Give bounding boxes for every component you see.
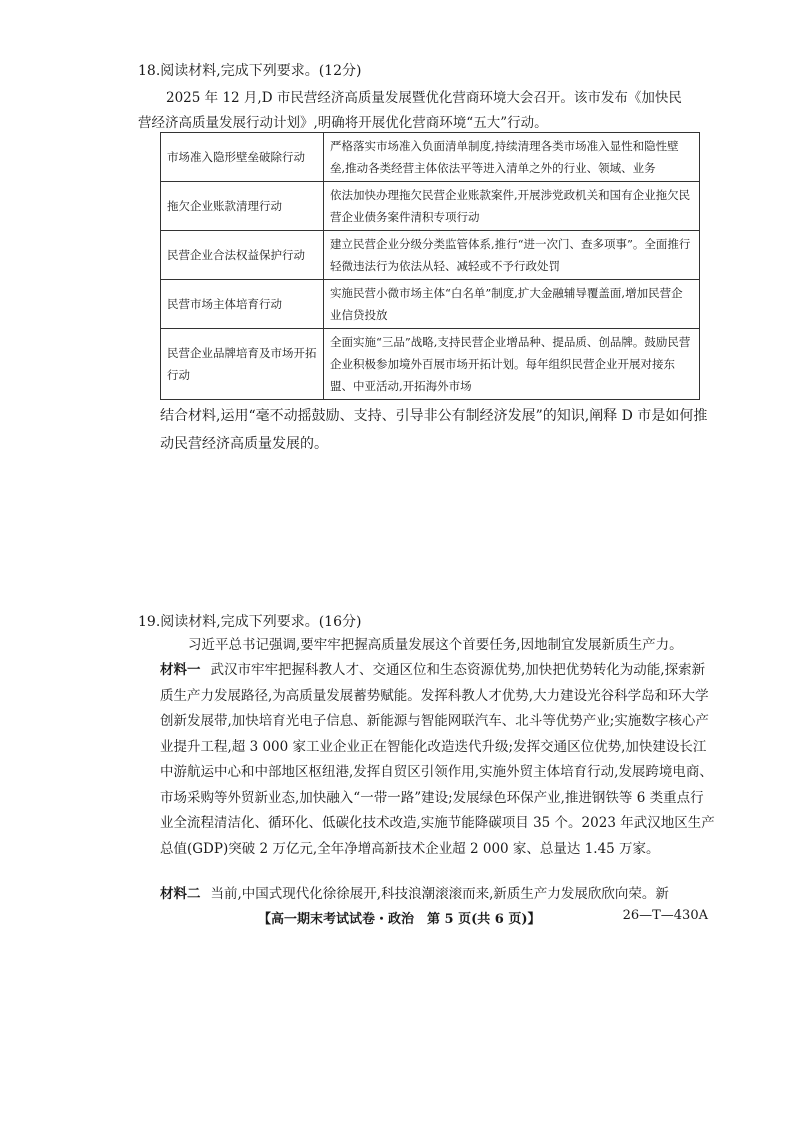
action-desc: 全面实施“三品”战略,支持民营企业增品种、提品质、创品牌。鼓励民营企业积极参加境外百展市场开拓计划。每年组织民营企业开展对接东盟、中亚活动,开拓海外市场 — [324, 329, 700, 400]
footer-title: 【高一期末考试试卷・政治 第 5 页(共 6 页)】 — [258, 912, 541, 927]
question-19-header: 19.阅读材料,完成下列要求。(16分) — [138, 614, 362, 630]
material-one-text: 武汉市牢牢把握科教人才、交通区位和生态资源优势,加快把优势转化为动能,探索新质生产力发展路径,为高质量发展蓄势赋能。发挥科教人才优势,大力建设光谷科学岛和环大学创新发展带,加快培育光电子信息、新能源与智能网联汽车、北斗等优势产业;实施数字核心产业提升工程,超 3 000 家工业企业正在智能化改造迭代升级;发挥交通区位优势,加快建设长江中游航运中心和中部地区枢纽港,发挥自贸区引领作用,实施外贸主体培育行动,发展跨境电商、市场采购等外贸新业态,加快融入“一带一路”建设;发展绿色环保产业,推进钢铁等 6 类重点行业全流程清洁化、循环化、低碳化技术改造,实施节能降碳项目 35 个。2023 年武汉地区生产总值(GDP)突破 2 万亿元,全年净增高新技术企业超 2 000 家、总量达 1.45 万家。 — [160, 662, 715, 857]
action-desc: 建立民营企业分级分类监管体系,推行“进一次门、查多项事”。全面推行轻微违法行为依法从轻、减轻或不予行政处罚 — [324, 231, 700, 280]
intro-line-2: 营经济高质量发展行动计划》,明确将开展优化营商环境“五大”行动。 — [138, 115, 548, 131]
intro-line-1: 2025 年 12 月,D 市民营经济高质量发展暨优化营商环境大会召开。该市发布《加快民 — [166, 90, 682, 106]
action-desc: 实施民营小微市场主体“白名单”制度,扩大金融辅导覆盖面,增加民营企业信贷投放 — [324, 280, 700, 329]
action-name: 民营企业合法权益保护行动 — [161, 231, 324, 280]
question-19-intro: 习近平总书记强调,要牢牢把握高质量发展这个首要任务,因地制宜发展新质生产力。 — [188, 637, 683, 653]
material-two-text: 当前,中国式现代化徐徐展开,科技浪潮滚滚而来,新质生产力发展欣欣向荣。新 — [210, 886, 669, 902]
question-18-header: 18.阅读材料,完成下列要求。(12分) — [138, 63, 362, 79]
table-row — [161, 133, 700, 182]
action-desc: 严格落实市场准入负面清单制度,持续清理各类市场准入显性和隐性壁垒,推动各类经营主体依法平等进入清单之外的行业、领域、业务 — [324, 133, 700, 182]
action-table — [160, 132, 700, 400]
page-footer — [258, 908, 708, 927]
question-18-task: 结合材料,运用“毫不动摇鼓励、支持、引导非公有制经济发展”的知识,阐释 D 市是如何推动民营经济高质量发展的。 — [160, 408, 708, 452]
action-name: 市场准入隐形壁垒破除行动 — [161, 133, 324, 182]
action-name: 民营企业品牌培育及市场开拓行动 — [161, 329, 324, 400]
material-one — [160, 658, 715, 862]
question-18-intro — [138, 86, 718, 136]
footer-code: 26—T—430A — [622, 908, 708, 923]
material-two-label: 材料二 — [160, 886, 201, 902]
table-row — [161, 231, 700, 280]
action-desc: 依法加快办理拖欠民营企业账款案件,开展涉党政机关和国有企业拖欠民营企业债务案件清积专项行动 — [324, 182, 700, 231]
table-row — [161, 182, 700, 231]
table-row — [161, 329, 700, 400]
material-one-label: 材料一 — [160, 662, 201, 678]
table-row — [161, 280, 700, 329]
material-two — [160, 882, 715, 908]
action-name: 民营市场主体培育行动 — [161, 280, 324, 329]
action-name: 拖欠企业账款清理行动 — [161, 182, 324, 231]
